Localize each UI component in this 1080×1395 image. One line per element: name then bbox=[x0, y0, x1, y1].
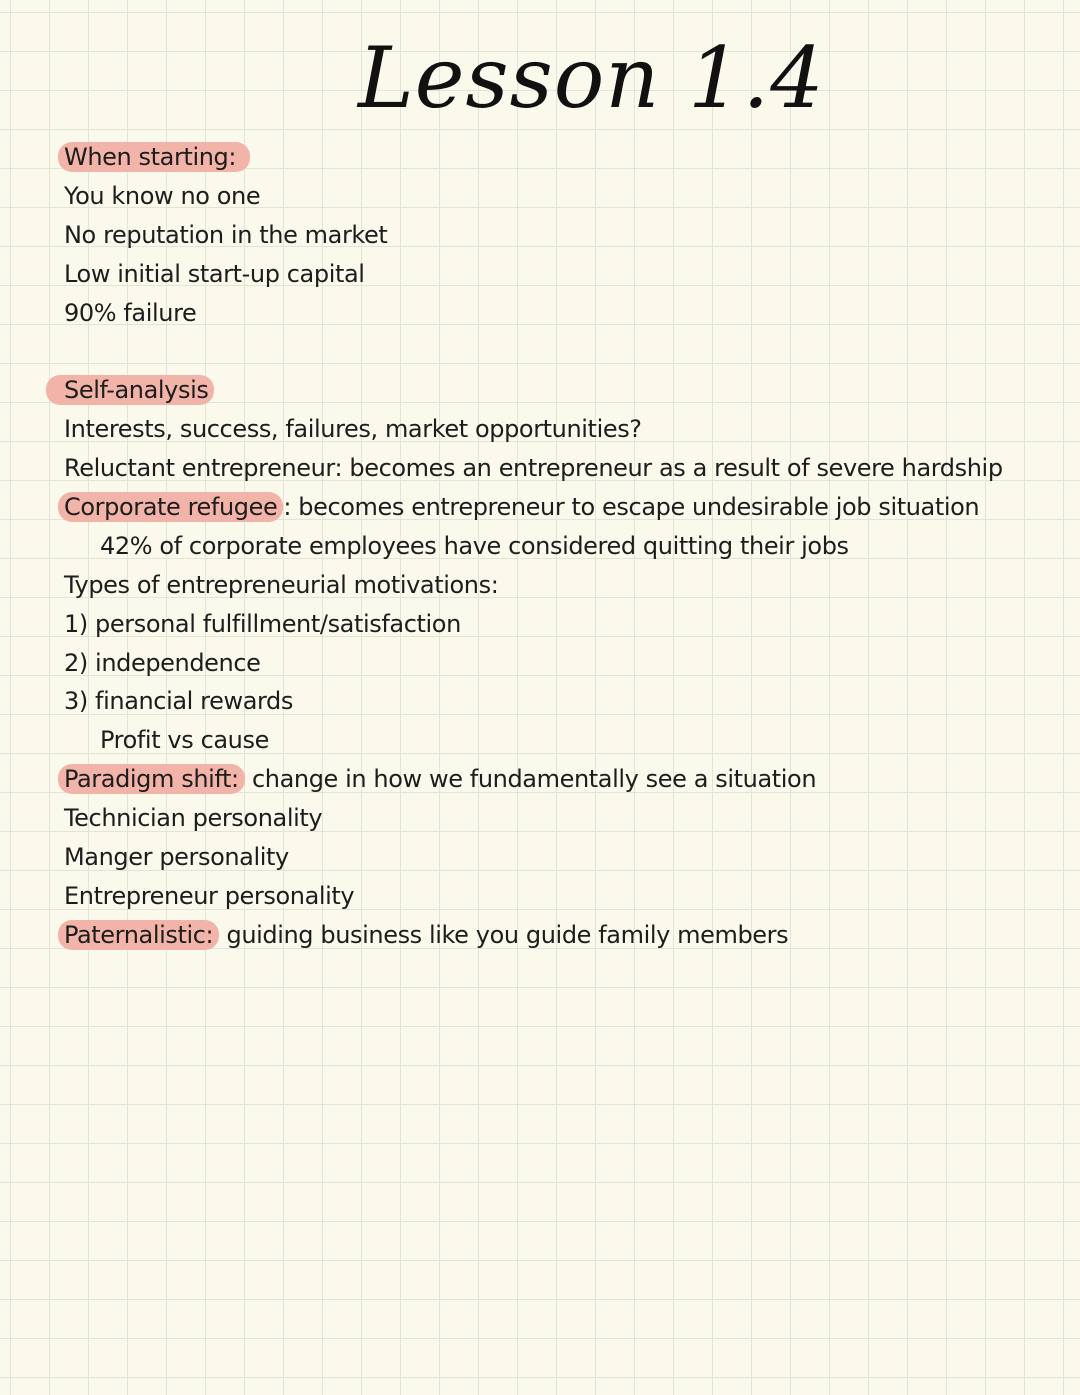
paradigm-shift-definition: change in how we fundamentally see a situation bbox=[244, 765, 817, 794]
corporate-stat-line: 42% of corporate employees have considered quitting their jobs bbox=[100, 531, 849, 560]
starting-item: You know no one bbox=[64, 181, 261, 210]
reluctant-entrepreneur-line: Reluctant entrepreneur: becomes an entrepreneur as a result of severe hardship bbox=[64, 454, 1003, 483]
personality-item: Manger personality bbox=[64, 843, 289, 872]
paternalistic-line bbox=[64, 916, 964, 955]
self-analysis-heading-line bbox=[64, 371, 964, 410]
page-title: Lesson 1.4 bbox=[358, 29, 825, 127]
motivation-item: 2) independence bbox=[64, 648, 261, 677]
corporate-refugee-line bbox=[64, 488, 980, 527]
starting-item: 90% failure bbox=[64, 298, 197, 327]
self-analysis-heading: Self-analysis bbox=[46, 375, 214, 405]
paradigm-shift-term: Paradigm shift: bbox=[58, 764, 245, 794]
paternalistic-term: Paternalistic: bbox=[58, 920, 219, 950]
starting-item: No reputation in the market bbox=[64, 220, 388, 249]
when-starting-heading-line bbox=[64, 138, 964, 177]
paternalistic-definition: guiding business like you guide family members bbox=[219, 920, 789, 949]
profit-note: Profit vs cause bbox=[100, 726, 269, 755]
notes-body bbox=[64, 138, 1003, 955]
corporate-refugee-definition: : becomes entrepreneur to escape undesirable job situation bbox=[283, 493, 980, 522]
motivations-heading: Types of entrepreneurial motivations: bbox=[64, 570, 499, 599]
motivation-item: 1) personal fulfillment/satisfaction bbox=[64, 609, 461, 638]
starting-item: Low initial start-up capital bbox=[64, 259, 365, 288]
personality-item: Entrepreneur personality bbox=[64, 881, 355, 910]
motivation-item: 3) financial rewards bbox=[64, 687, 294, 716]
blank-line bbox=[64, 332, 964, 371]
paradigm-shift-line bbox=[64, 760, 964, 799]
personality-item: Technician personality bbox=[64, 804, 323, 833]
when-starting-heading: When starting: bbox=[58, 142, 250, 172]
corporate-refugee-term: Corporate refugee bbox=[58, 492, 283, 522]
self-analysis-question: Interests, success, failures, market opportunities? bbox=[64, 415, 642, 444]
